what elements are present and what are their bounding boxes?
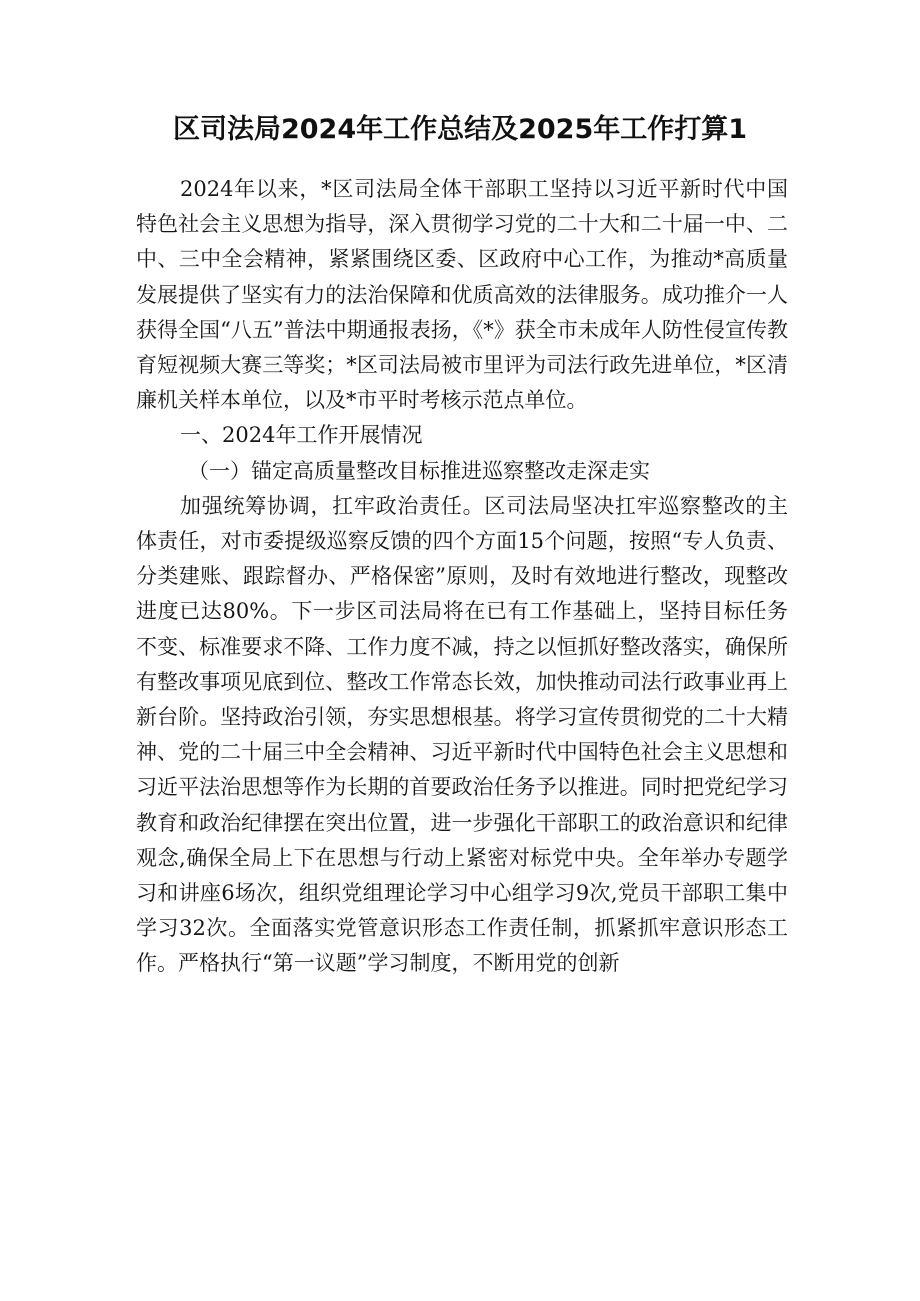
body-paragraph: 加强统筹协调，扛牢政治责任。区司法局坚决扛牢巡察整改的主体责任，对市委提级巡察反馈的四个方面15个问题，按照“专人负责、分类建账、跟踪督办、严格保密”原则，及时有效地进行整改，现整改进度已达80%。下一步区司法局将在已有工作基础上，坚持目标任务不变、标准要求不降、工作力度不减，持之以恒抓好整改落实，确保所有整改事项见底到位、整改工作常态长效，加快推动司法行政事业再上新台阶。坚持政治引领，夯实思想根基。将学习宣传贯彻党的二十大精神、党的二十届三中全会精神、习近平新时代中国特色社会主义思想和习近平法治思想等作为长期的首要政治任务予以推进。同时把党纪学习教育和政治纪律摆在突出位置，进一步强化干部职工的政治意识和纪律观念,确保全局上下在思想与行动上紧密对标党中央。全年举办专题学习和讲座6场次，组织党组理论学习中心组学习9次,党员干部职工集中学习32次。全面落实党管意识形态工作责任制，抓紧抓牢意识形态工作。严格执行“第一议题”学习制度，不断用党的创新 (136, 493, 788, 976)
document-body (136, 172, 788, 982)
document-title: 区司法局2024年工作总结及2025年工作打算1 (172, 114, 748, 145)
subsection-heading: （一）锚定高质量整改目标推进巡察整改走深走实 (188, 458, 650, 483)
section-heading: 一、2024年工作开展情况 (180, 423, 423, 448)
intro-paragraph: 2024年以来，*区司法局全体干部职工坚持以习近平新时代中国特色社会主义思想为指导，深入贯彻学习党的二十大和二十届一中、二中、三中全会精神，紧紧围绕区委、区政府中心工作，为推动*高质量发展提供了坚实有力的法治保障和优质高效的法律服务。成功推介一人获得全国“八五”普法中期通报表扬，《*》获全市未成年人防性侵宣传教育短视频大赛三等奖；*区司法局被市里评为司法行政先进单位，*区清廉机关样本单位，以及*市平时考核示范点单位。 (136, 177, 788, 413)
